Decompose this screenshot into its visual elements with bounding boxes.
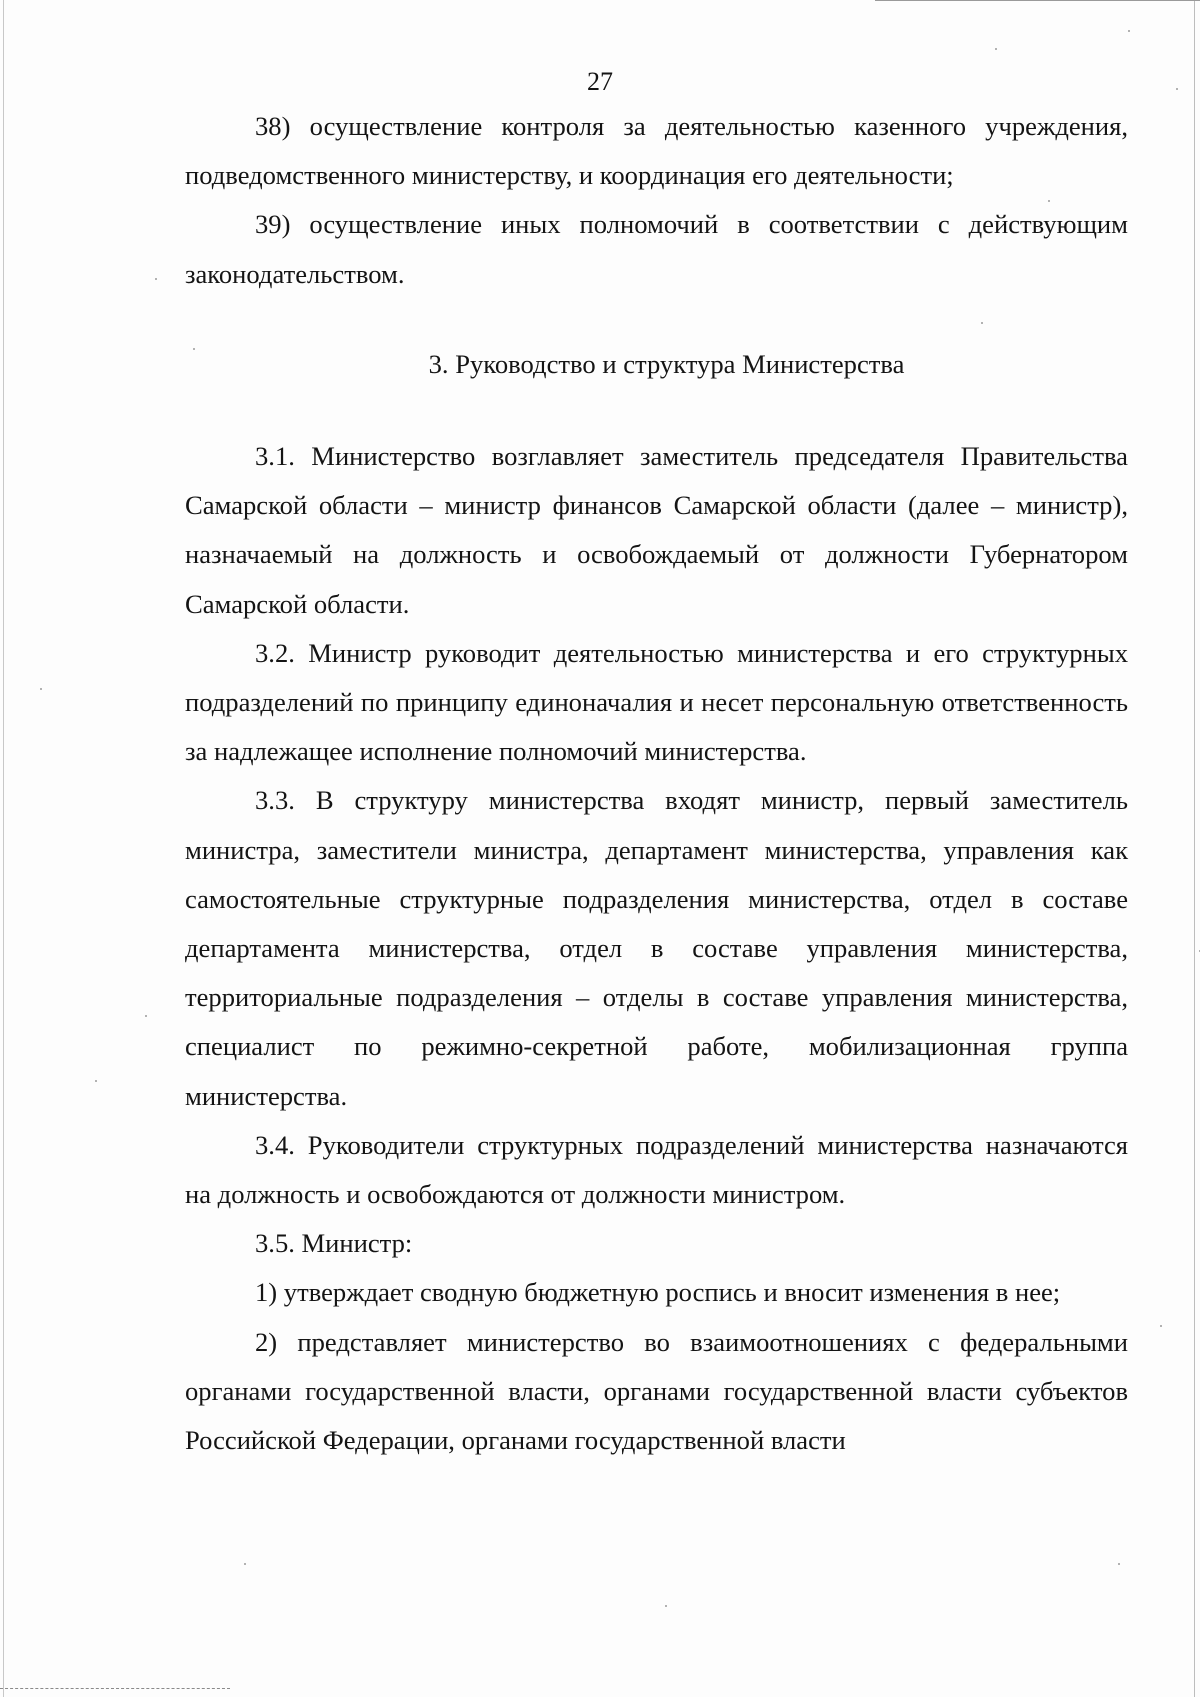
paragraph-3-5: 3.5. Министр: [255, 1228, 413, 1259]
scan-left-edge [3, 0, 4, 1697]
section-heading: 3. Руководство и структура Министерства [428, 348, 905, 379]
scan-speck [1160, 1325, 1162, 1327]
paragraph-3-4: 3.4. Руководители структурных подразделений министерства назначаются на должность и освобождаются от должности министром. [185, 1129, 1128, 1210]
scan-speck [244, 1563, 246, 1565]
scan-speck [145, 1015, 147, 1017]
scan-speck [40, 688, 42, 690]
scan-speck [1176, 88, 1178, 90]
paragraph-3-3: 3.3. В структуру министерства входят министр, первый заместитель министра, заместители министра, департамент министерства, управления как самостоятельные структурные подразделения министерства, отдел в составе департамента министерства, отдел в составе управления министерства, территориальные подразделения – отделы в составе управления министерства, специалист по режимно-секретной работе, мобилизационная группа министерства. [185, 785, 1128, 1111]
scan-speck [95, 1080, 97, 1082]
scan-speck [1128, 30, 1130, 32]
scan-top-edge [875, 0, 1200, 1]
scan-speck [981, 322, 983, 324]
scan-speck [1118, 1563, 1120, 1565]
list-item-1: 1) утверждает сводную бюджетную роспись и вносит изменения в нее; [255, 1277, 1061, 1308]
scan-speck [193, 348, 195, 350]
page-number: 27 [587, 67, 613, 96]
paragraph-38: 38) осуществление контроля за деятельностью казенного учреждения, подведомственного министерству, и координация его деятельности; [185, 111, 1128, 191]
paragraph-3-2: 3.2. Министр руководит деятельностью министерства и его структурных подразделений по принципу единоначалия и несет персональную ответственность за надлежащее исполнение полномочий министерства. [185, 637, 1128, 767]
scan-bottom-edge [0, 1688, 230, 1689]
paragraph-3-1: 3.1. Министерство возглавляет заместитель председателя Правительства Самарской области – министр финансов Самарской области (далее – министр), назначаемый на должность и освобождаемый от должности Губернатором Самарской области. [185, 441, 1128, 619]
scan-right-edge [1194, 0, 1195, 1697]
list-item-2: 2) представляет министерство во взаимоотношениях с федеральными органами государственной власти, органами государственной власти субъектов Российской Федерации, органами государственной власти [185, 1326, 1128, 1456]
paragraph-39: 39) осуществление иных полномочий в соответствии с действующим законодательством. [185, 209, 1128, 289]
scan-speck [155, 278, 157, 280]
scan-speck [1048, 200, 1050, 202]
scan-speck [995, 48, 997, 50]
scan-speck [665, 1605, 667, 1607]
document-body [185, 102, 1128, 1465]
